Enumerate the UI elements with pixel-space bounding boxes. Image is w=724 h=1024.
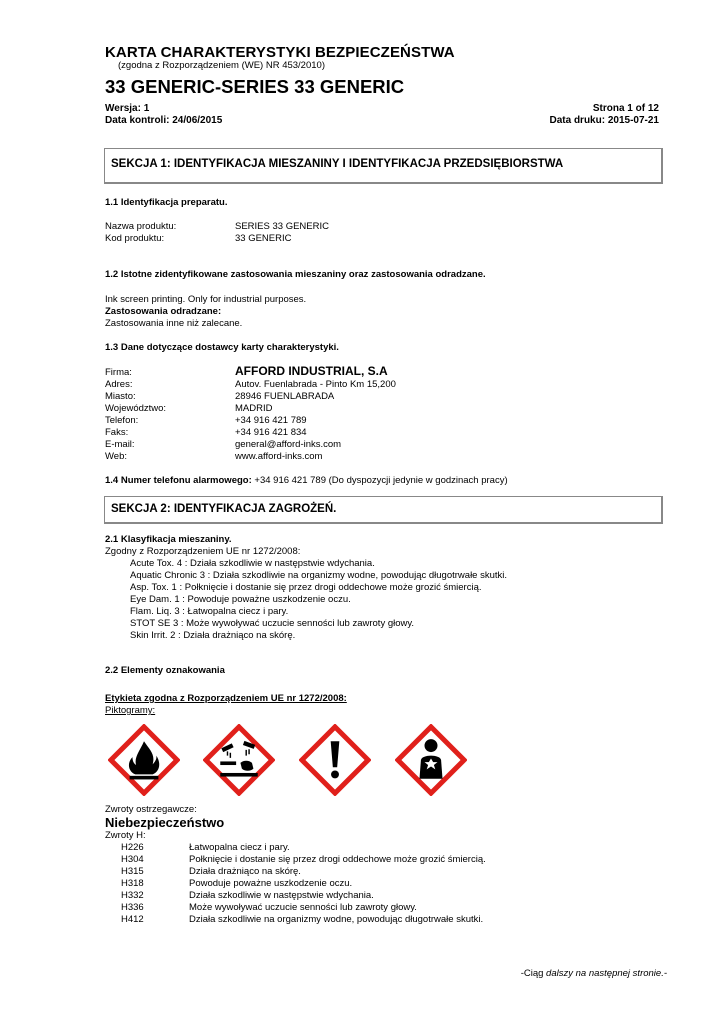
corrosion-icon: [203, 724, 275, 796]
section-1-3-title: 1.3 Dane dotyczące dostawcy karty charakterystyki.: [105, 342, 339, 353]
classification-item: Eye Dam. 1 : Powoduje poważne uszkodzenie oczu.: [130, 594, 351, 605]
section-2-title: SEKCJA 2: IDENTYFIKACJA ZAGROŻEŃ.: [111, 503, 337, 515]
supplier-province: MADRID: [235, 403, 273, 414]
classification-regulation: Zgodny z Rozporządzeniem UE nr 1272/2008:: [105, 546, 301, 557]
supplier-label: Miasto:: [105, 391, 136, 402]
control-date: Data kontroli: 24/06/2015: [105, 115, 223, 126]
supplier-label: Województwo:: [105, 403, 167, 414]
supplier-label: Faks:: [105, 427, 129, 438]
emergency-phone-label: 1.4 Numer telefonu alarmowego:: [105, 475, 252, 486]
supplier-fax: +34 916 421 834: [235, 427, 307, 438]
supplier-label: Web:: [105, 451, 128, 462]
section-2-header: [104, 496, 663, 524]
section-2-2-title: 2.2 Elementy oznakowania: [105, 665, 225, 676]
classification-item: Acute Tox. 4 : Działa szkodliwie w następstwie wdychania.: [130, 558, 375, 569]
classification-item: Flam. Liq. 3 : Łatwopalna ciecz i pary.: [130, 606, 289, 617]
h-text: Powoduje poważne uszkodzenie oczu.: [189, 878, 353, 889]
pictograms-label: Piktogramy:: [105, 705, 156, 716]
h-text: Połknięcie i dostanie się przez drogi oddechowe może grozić śmiercią.: [189, 854, 486, 865]
h-code: H336: [121, 902, 144, 913]
product-title: 33 GENERIC-SERIES 33 GENERIC: [105, 76, 405, 97]
h-text: Działa szkodliwie w następstwie wdychania.: [189, 890, 374, 901]
emergency-phone-value: +34 916 421 789 (Do dyspozycji jedynie w godzinach pracy): [251, 475, 508, 486]
classification-item: Aquatic Chronic 3 : Działa szkodliwie na organizmy wodne, powodując długotrwałe skutki.: [130, 570, 508, 581]
supplier-label: Adres:: [105, 379, 133, 390]
h-code: H315: [121, 866, 144, 877]
regulation-subtitle: (zgodna z Rozporządzeniem (WE) NR 453/2010): [118, 60, 325, 71]
h-text: Działa szkodliwie na organizmy wodne, powodując długotrwałe skutki.: [189, 914, 484, 925]
health-hazard-icon: [395, 724, 467, 796]
supplier-city: 28946 FUENLABRADA: [235, 391, 335, 402]
supplier-address: Autov. Fuenlabrada - Pinto Km 15,200: [235, 379, 396, 390]
label-regulation-title: Etykieta zgodna z Rozporządzeniem UE nr 1272/2008:: [105, 693, 347, 704]
version-label: Wersja: 1: [105, 103, 150, 114]
h-text: Działa drażniąco na skórę.: [189, 866, 301, 877]
h-code: H226: [121, 842, 144, 853]
product-name-label: Nazwa produktu:: [105, 221, 177, 232]
supplier-phone: +34 916 421 789: [235, 415, 307, 426]
classification-item: Skin Irrit. 2 : Działa drażniąco na skórę.: [130, 630, 296, 641]
section-2-1-title: 2.1 Klasyfikacja mieszaniny.: [105, 534, 232, 545]
h-code: H332: [121, 890, 144, 901]
h-code: H412: [121, 914, 144, 925]
signal-word: Niebezpieczeństwo: [105, 815, 225, 830]
continued-text: dalszy na następnej stronie.-: [543, 968, 667, 979]
classification-item: STOT SE 3 : Może wywoływać uczucie senności lub zawroty głowy.: [130, 618, 415, 629]
supplier-website[interactable]: www.afford-inks.com: [235, 451, 323, 462]
supplier-email[interactable]: general@afford-inks.com: [235, 439, 342, 450]
h-code: H304: [121, 854, 144, 865]
h-text: Może wywoływać uczucie senności lub zawroty głowy.: [189, 902, 417, 913]
page-number: Strona 1 of 12: [592, 103, 659, 114]
supplier-label: Telefon:: [105, 415, 139, 426]
continued-footer: [521, 968, 667, 979]
h-code: H318: [121, 878, 144, 889]
section-1-title: SEKCJA 1: IDENTYFIKACJA MIESZANINY I IDENTYFIKACJA PRZEDSIĘBIORSTWA: [111, 158, 564, 170]
product-code-value: 33 GENERIC: [235, 233, 292, 244]
discouraged-uses: Zastosowania inne niż zalecane.: [105, 318, 243, 329]
emergency-phone: [105, 475, 508, 486]
supplier-label: Firma:: [105, 367, 132, 378]
section-1-2-title: 1.2 Istotne zidentyfikowane zastosowania mieszaniny oraz zastosowania odradzane.: [105, 269, 486, 280]
exclamation-icon: [299, 724, 371, 796]
section-1-header: [104, 148, 663, 184]
flame-icon: [108, 724, 180, 796]
product-name-value: SERIES 33 GENERIC: [235, 221, 329, 232]
classification-item: Asp. Tox. 1 : Połknięcie i dostanie się przez drogi oddechowe może grozić śmiercią.: [130, 582, 482, 593]
document-title: KARTA CHARAKTERYSTYKI BEZPIECZEŃSTWA: [105, 44, 455, 61]
h-text: Łatwopalna ciecz i pary.: [189, 842, 290, 853]
continued-prefix: -Ciąg: [520, 968, 544, 979]
signal-word-label: Zwroty ostrzegawcze:: [105, 804, 197, 815]
section-1-1-title: 1.1 Identyfikacja preparatu.: [105, 197, 228, 208]
identified-uses: Ink screen printing. Only for industrial purposes.: [105, 294, 307, 305]
print-date: Data druku: 2015-07-21: [549, 115, 659, 126]
supplier-label: E-mail:: [105, 439, 135, 450]
discouraged-uses-label: Zastosowania odradzane:: [105, 306, 222, 317]
supplier-company: AFFORD INDUSTRIAL, S.A: [235, 364, 388, 378]
product-code-label: Kod produktu:: [105, 233, 165, 244]
h-statements-label: Zwroty H:: [105, 830, 146, 841]
